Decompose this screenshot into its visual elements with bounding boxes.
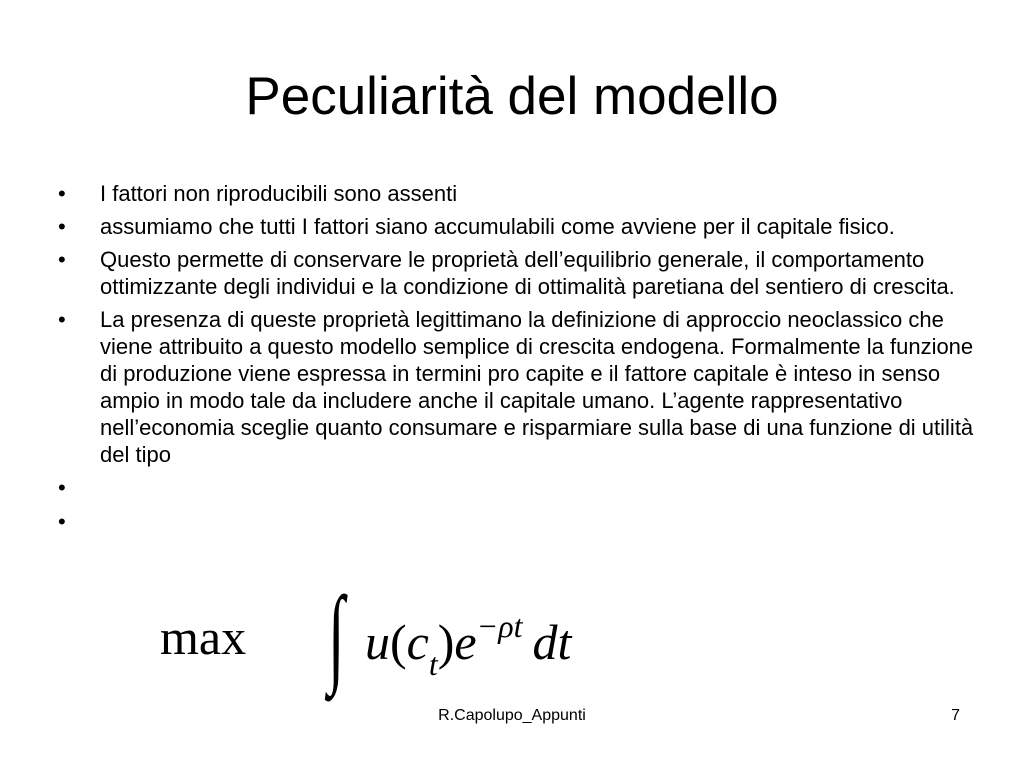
formula-exponent: −ρt: [476, 608, 523, 644]
bullet-item: [58, 180, 978, 207]
slide-title: Peculiarità del modello: [245, 67, 779, 126]
bullet-item: [58, 213, 978, 240]
bullet-marker: •: [58, 181, 66, 206]
formula-close-paren: ): [437, 614, 455, 670]
formula-integrand: [365, 608, 571, 683]
bullet-marker: •: [58, 214, 66, 239]
formula-max: max: [160, 609, 247, 665]
formula-subscript-t: t: [428, 646, 438, 682]
bullet-text: La presenza di queste proprietà legittimano la definizione di approccio neoclassico che viene attribuito a questo modello semplice di crescita endogena. Formalmente la funzione di produzione viene espressa in termini pro capite e il fattore capitale è inteso in senso ampio in modo tale da includere anche il capitale umano. L’agente rappresentativo nell’economia sceglie quanto consumare e risparmiare sulla base di una funzione di utilità del tipo: [100, 307, 974, 467]
bullet-text: Questo permette di conservare le proprietà dell’equilibrio generale, il comportamento ottimizzante degli individui e la condizione di ottimalità paretiana del sentiero di crescita.: [100, 247, 955, 299]
bullet-marker: •: [58, 247, 66, 272]
page-number: 7: [951, 707, 960, 724]
formula-u: u: [365, 614, 390, 670]
bullet-marker: •: [58, 307, 66, 332]
bullet-marker: •: [58, 509, 66, 534]
bullet-text: I fattori non riproducibili sono assenti: [100, 181, 458, 206]
formula-open-paren: (: [390, 614, 407, 670]
formula-dt: dt: [532, 614, 572, 670]
bullet-marker: •: [58, 475, 66, 500]
footer-text: R.Capolupo_Appunti: [438, 707, 586, 724]
formula-e: e: [454, 614, 477, 670]
bullet-item-empty: [58, 474, 978, 501]
bullet-item: [58, 246, 978, 300]
integral-symbol: ∫: [328, 574, 345, 696]
bullet-text: assumiamo che tutti I fattori siano accumulabili come avviene per il capitale fisico.: [100, 214, 895, 239]
bullet-item-empty: [58, 508, 978, 535]
bullet-list: [58, 180, 978, 542]
formula-c: c: [406, 614, 429, 670]
bullet-item: [58, 306, 978, 468]
